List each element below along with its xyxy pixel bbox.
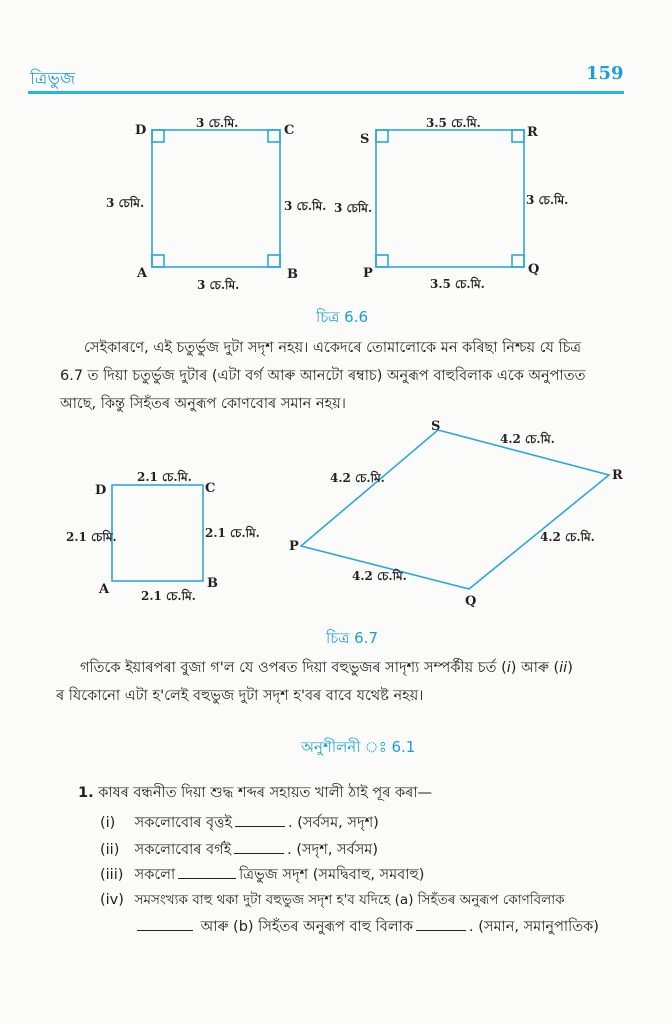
side-label-right: 3 চে.মি.	[526, 193, 569, 207]
chapter-title: ত্ৰিভুজ	[30, 69, 76, 89]
vertex-r: R	[527, 125, 538, 140]
square-abcd	[152, 130, 280, 267]
question-number: 1.	[78, 785, 94, 801]
side-label-left: 3 চেমি.	[106, 196, 145, 210]
side-label-top: 3 চে.মি.	[196, 116, 239, 130]
item-iv-line-2: আৰু (b) সিহঁতৰ অনুৰূপ বাহু বিলাক . (সমান, সমানুপাতিক)	[134, 916, 599, 940]
figure-caption-6-6: চিত্ৰ 6.6	[316, 308, 369, 326]
question-text: কাষৰ বন্ধনীত দিয়া শুদ্ধ শব্দৰ সহায়ত খালী ঠাই পূৰ কৰা—	[98, 785, 433, 801]
side-label-left: 2.1 চেমি.	[66, 530, 117, 544]
square-abcd	[112, 485, 203, 581]
figure-6-6	[0, 0, 672, 300]
blank	[234, 853, 284, 854]
vertex-c: C	[205, 481, 216, 496]
figure-6-7	[0, 420, 672, 620]
side-label-left: 3 চেমি.	[334, 201, 373, 215]
blank	[416, 930, 466, 931]
paragraph-1	[60, 334, 586, 418]
vertex-a: A	[99, 582, 110, 597]
vertex-p: P	[289, 539, 299, 554]
question-1	[78, 782, 432, 806]
exercise-title: অনুশীলনী ঃ 6.1	[301, 738, 416, 756]
paragraph-2	[56, 654, 573, 710]
side-label-top: 3.5 চে.মি.	[426, 116, 481, 130]
text-line: ৰ যিকোনো এটা হ'লেই বহুভুজ দুটা সদৃশ হ'বৰ বাবে যথেষ্ট নহয়।	[56, 688, 424, 704]
text-line: আছে, কিন্তু সিহঁতৰ অনুৰূপ কোণবোৰ সমান নহয়।	[60, 396, 346, 412]
vertex-q: Q	[528, 262, 540, 277]
vertex-a: A	[137, 266, 148, 281]
item-iii: (iii) সকলো ত্ৰিভুজ সদৃশ (সমদ্বিবাহু, সমবাহু)	[100, 867, 425, 883]
vertex-s: S	[360, 132, 370, 147]
vertex-r: R	[612, 468, 623, 483]
vertex-s: S	[431, 420, 441, 434]
text-line: 6.7 ত দিয়া চতুৰ্ভুজ দুটাৰ (এটা বৰ্গ আৰু আনটো ৰম্বাচ) অনুৰূপ বাহুবিলাক একে অনুপাতত	[60, 368, 586, 384]
side-label-bottom: 3 চে.মি.	[197, 278, 240, 292]
text-line: গতিকে ইয়াৰপৰা বুজা গ'ল যে ওপৰত দিয়া বহুভুজৰ সাদৃশ্য সম্পৰ্কীয় চৰ্ত (i) আৰু (ii)	[80, 660, 573, 676]
page-number: 159	[586, 63, 624, 84]
vertex-d: D	[135, 123, 147, 138]
figure-caption-6-7: চিত্ৰ 6.7	[326, 629, 379, 647]
side-label-bottom: 2.1 চে.মি.	[141, 589, 196, 603]
vertex-d: D	[95, 483, 107, 498]
side-label-sr: 4.2 চে.মি.	[500, 432, 555, 446]
side-label-ps: 4.2 চে.মি.	[330, 471, 385, 485]
side-label-right: 3 চে.মি.	[284, 199, 327, 213]
rectangle-pqrs	[376, 130, 524, 267]
vertex-p: P	[363, 266, 373, 281]
blank	[178, 878, 236, 879]
item-ii: (ii) সকলোবোৰ বৰ্গই . (সদৃশ, সৰ্বসম)	[100, 842, 378, 858]
side-label-bottom: 3.5 চে.মি.	[430, 277, 485, 291]
side-label-right: 2.1 চে.মি.	[205, 526, 260, 540]
rhombus-pqrs	[301, 430, 609, 589]
blank	[137, 930, 193, 931]
blank	[235, 826, 285, 827]
item-iv: (iv) সমসংখ্যক বাহু থকা দুটা বহুভুজ সদৃশ হ'ব যদিহে (a) সিহঁতৰ অনুৰূপ কোণবিলাক	[100, 892, 565, 908]
vertex-b: B	[207, 576, 218, 591]
side-label-rq: 4.2 চে.মি.	[540, 530, 595, 544]
vertex-b: B	[287, 267, 298, 282]
side-label-top: 2.1 চে.মি.	[137, 470, 192, 484]
item-i: (i) সকলোবোৰ বৃত্তই . (সৰ্বসম, সদৃশ)	[100, 815, 379, 831]
vertex-q: Q	[465, 594, 477, 609]
side-label-pq: 4.2 চে.মি.	[352, 569, 407, 583]
vertex-c: C	[284, 123, 295, 138]
text-line: সেইকাৰণে, এই চতুৰ্ভুজ দুটা সদৃশ নহয়। একেদৰে তোমালোকে মন কৰিছা নিশ্চয় যে চিত্ৰ	[84, 340, 582, 356]
